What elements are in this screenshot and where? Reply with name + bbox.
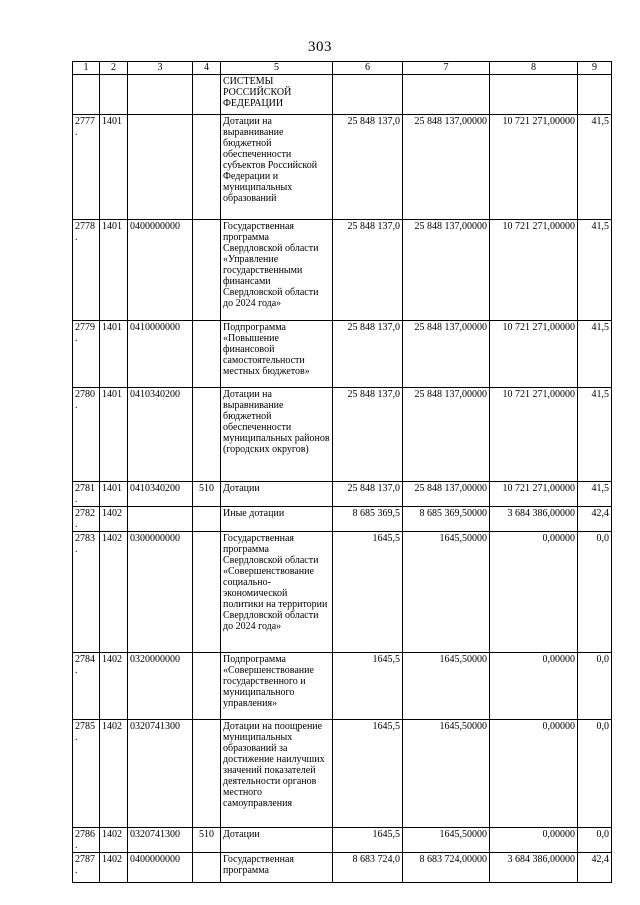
column-header: 5	[221, 62, 333, 75]
target-article-cell: 0300000000	[128, 532, 193, 653]
table-header-row	[73, 62, 612, 75]
amount-executed-cell: 10 721 271,00000	[490, 115, 578, 220]
amount-executed-cell: 10 721 271,00000	[490, 220, 578, 321]
section-code-cell: 1402	[100, 532, 128, 653]
row-number-cell	[73, 75, 100, 115]
percent-cell: 0,0	[578, 720, 612, 828]
amount-approved-cell: 25 848 137,0	[333, 220, 403, 321]
amount-executed-cell: 0,00000	[490, 532, 578, 653]
table-row	[73, 388, 612, 482]
amount-executed-cell: 0,00000	[490, 828, 578, 853]
percent-cell	[578, 75, 612, 115]
table-row	[73, 75, 612, 115]
percent-cell: 0,0	[578, 532, 612, 653]
amount-approved-cell: 1645,5	[333, 653, 403, 720]
amount-approved-cell: 8 683 724,0	[333, 853, 403, 883]
row-number-cell: 2783.	[73, 532, 100, 653]
name-cell: Дотации	[221, 482, 333, 507]
column-header: 1	[73, 62, 100, 75]
budget-table	[72, 61, 612, 883]
column-header: 8	[490, 62, 578, 75]
target-article-cell	[128, 115, 193, 220]
expense-type-cell: 510	[193, 828, 221, 853]
expense-type-cell: 510	[193, 482, 221, 507]
row-number-cell: 2778.	[73, 220, 100, 321]
row-number-cell: 2785.	[73, 720, 100, 828]
name-cell: Подпрограмма «Совершенствование государственного и муниципального управления»	[221, 653, 333, 720]
section-code-cell: 1401	[100, 321, 128, 388]
section-code-cell: 1401	[100, 220, 128, 321]
table-row	[73, 482, 612, 507]
section-code-cell: 1401	[100, 115, 128, 220]
amount-executed-cell: 10 721 271,00000	[490, 321, 578, 388]
expense-type-cell	[193, 220, 221, 321]
section-code-cell: 1402	[100, 507, 128, 532]
target-article-cell: 0320741300	[128, 720, 193, 828]
amount-approved-cell	[333, 75, 403, 115]
amount-executed-cell: 10 721 271,00000	[490, 388, 578, 482]
percent-cell: 42,4	[578, 853, 612, 883]
row-number-cell: 2781.	[73, 482, 100, 507]
page-number: 303	[308, 39, 332, 55]
section-code-cell: 1402	[100, 828, 128, 853]
column-header: 9	[578, 62, 612, 75]
expense-type-cell	[193, 321, 221, 388]
expense-type-cell	[193, 388, 221, 482]
target-article-cell: 0410000000	[128, 321, 193, 388]
percent-cell: 41,5	[578, 321, 612, 388]
percent-cell: 41,5	[578, 388, 612, 482]
table-row	[73, 220, 612, 321]
section-code-cell	[100, 75, 128, 115]
column-header: 7	[403, 62, 490, 75]
amount-executed-cell: 10 721 271,00000	[490, 482, 578, 507]
target-article-cell: 0410340200	[128, 482, 193, 507]
column-header: 4	[193, 62, 221, 75]
name-cell: Дотации	[221, 828, 333, 853]
row-number-cell: 2779.	[73, 321, 100, 388]
expense-type-cell	[193, 653, 221, 720]
amount-executed-cell	[490, 75, 578, 115]
table-row	[73, 507, 612, 532]
table-row	[73, 653, 612, 720]
table-row	[73, 115, 612, 220]
name-cell: СИСТЕМЫ РОССИЙСКОЙ ФЕДЕРАЦИИ	[221, 75, 333, 115]
section-code-cell: 1402	[100, 853, 128, 883]
name-cell: Государственная программа Свердловской области «Совершенствование социально-экономической политики на территории Свердловской области до 2024 года»	[221, 532, 333, 653]
amount-plan-cell: 25 848 137,00000	[403, 220, 490, 321]
amount-executed-cell: 0,00000	[490, 653, 578, 720]
name-cell: Дотации на выравнивание бюджетной обеспеченности субъектов Российской Федерации и муниципальных образований	[221, 115, 333, 220]
target-article-cell	[128, 507, 193, 532]
amount-plan-cell: 8 683 724,00000	[403, 853, 490, 883]
percent-cell: 41,5	[578, 220, 612, 321]
amount-plan-cell: 8 685 369,50000	[403, 507, 490, 532]
amount-approved-cell: 25 848 137,0	[333, 482, 403, 507]
amount-plan-cell: 1645,50000	[403, 653, 490, 720]
column-header: 3	[128, 62, 193, 75]
row-number-cell: 2780.	[73, 388, 100, 482]
amount-approved-cell: 1645,5	[333, 828, 403, 853]
amount-approved-cell: 25 848 137,0	[333, 388, 403, 482]
amount-approved-cell: 1645,5	[333, 720, 403, 828]
expense-type-cell	[193, 532, 221, 653]
amount-plan-cell	[403, 75, 490, 115]
target-article-cell: 0410340200	[128, 388, 193, 482]
percent-cell: 0,0	[578, 653, 612, 720]
amount-plan-cell: 1645,50000	[403, 720, 490, 828]
target-article-cell	[128, 75, 193, 115]
amount-approved-cell: 8 685 369,5	[333, 507, 403, 532]
amount-plan-cell: 25 848 137,00000	[403, 115, 490, 220]
target-article-cell: 0400000000	[128, 853, 193, 883]
expense-type-cell	[193, 720, 221, 828]
amount-plan-cell: 1645,50000	[403, 532, 490, 653]
name-cell: Иные дотации	[221, 507, 333, 532]
amount-executed-cell: 3 684 386,00000	[490, 853, 578, 883]
amount-approved-cell: 25 848 137,0	[333, 321, 403, 388]
amount-plan-cell: 25 848 137,00000	[403, 482, 490, 507]
name-cell: Государственная программа Свердловской области «Управление государственными финансами Свердловской области до 2024 года»	[221, 220, 333, 321]
amount-plan-cell: 1645,50000	[403, 828, 490, 853]
table-row	[73, 321, 612, 388]
target-article-cell: 0320741300	[128, 828, 193, 853]
amount-approved-cell: 25 848 137,0	[333, 115, 403, 220]
amount-executed-cell: 0,00000	[490, 720, 578, 828]
section-code-cell: 1401	[100, 388, 128, 482]
section-code-cell: 1402	[100, 653, 128, 720]
table-row	[73, 853, 612, 883]
row-number-cell: 2786.	[73, 828, 100, 853]
section-code-cell: 1401	[100, 482, 128, 507]
target-article-cell: 0320000000	[128, 653, 193, 720]
amount-approved-cell: 1645,5	[333, 532, 403, 653]
expense-type-cell	[193, 507, 221, 532]
table-row	[73, 720, 612, 828]
target-article-cell: 0400000000	[128, 220, 193, 321]
name-cell: Дотации на поощрение муниципальных образований за достижение наилучших значений показателей деятельности органов местного самоуправления	[221, 720, 333, 828]
row-number-cell: 2784.	[73, 653, 100, 720]
expense-type-cell	[193, 853, 221, 883]
expense-type-cell	[193, 75, 221, 115]
table-row	[73, 828, 612, 853]
amount-executed-cell: 3 684 386,00000	[490, 507, 578, 532]
column-header: 6	[333, 62, 403, 75]
percent-cell: 0,0	[578, 828, 612, 853]
name-cell: Государственная программа	[221, 853, 333, 883]
percent-cell: 41,5	[578, 482, 612, 507]
amount-plan-cell: 25 848 137,00000	[403, 321, 490, 388]
row-number-cell: 2777.	[73, 115, 100, 220]
percent-cell: 42,4	[578, 507, 612, 532]
section-code-cell: 1402	[100, 720, 128, 828]
row-number-cell: 2787.	[73, 853, 100, 883]
amount-plan-cell: 25 848 137,00000	[403, 388, 490, 482]
expense-type-cell	[193, 115, 221, 220]
table-row	[73, 532, 612, 653]
name-cell: Дотации на выравнивание бюджетной обеспеченности муниципальных районов (городских округов)	[221, 388, 333, 482]
percent-cell: 41,5	[578, 115, 612, 220]
column-header: 2	[100, 62, 128, 75]
row-number-cell: 2782.	[73, 507, 100, 532]
name-cell: Подпрограмма «Повышение финансовой самостоятельности местных бюджетов»	[221, 321, 333, 388]
